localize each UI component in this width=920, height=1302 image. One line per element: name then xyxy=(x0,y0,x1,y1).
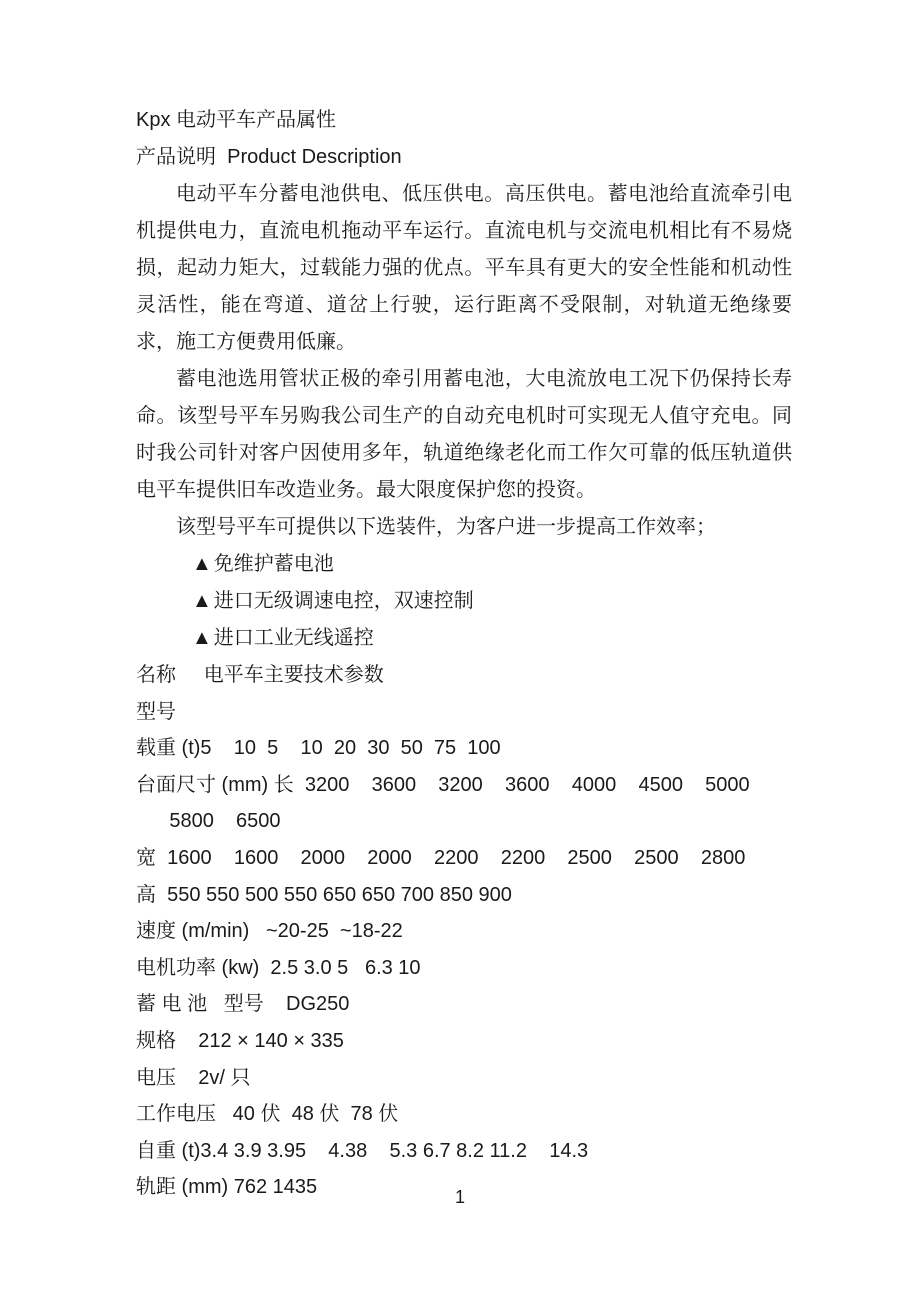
document-content xyxy=(136,102,792,1206)
doc-title: Kpx 电动平车产品属性 xyxy=(136,109,337,131)
doc-subtitle: 产品说明 Product Description xyxy=(136,146,402,168)
option-item-battery xyxy=(136,546,792,583)
triangle-bullet-icon: ▲ xyxy=(192,553,212,575)
option-label: 进口无级调速电控，双速控制 xyxy=(213,590,474,612)
spec-line-width: 宽 1600 1600 2000 2000 2200 2200 2500 2500 2800 xyxy=(136,846,746,869)
spec-line-name: 名称 电平车主要技术参数 xyxy=(136,664,384,686)
option-item-speed-control xyxy=(136,583,792,620)
option-label: 进口工业无线遥控 xyxy=(213,627,374,649)
option-label: 免维护蓄电池 xyxy=(213,553,334,575)
spec-line-model: 型号 xyxy=(136,700,176,723)
spec-line-load-capacity: 载重 (t)5 10 5 10 20 30 50 75 100 xyxy=(136,737,501,760)
paragraph-power-supply: 电动平车分蓄电池供电、低压供电。高压供电。蓄电池给直流牵引电机提供电力，直流电机拖动平车运行。直流电机与交流电机相比有不易烧损，起动力矩大，过载能力强的优点。平车具有更大的安全性能和机动性灵活性，能在弯道、道岔上行驶，运行距离不受限制，对轨道无绝缘要求，施工方便费用低廉。 xyxy=(136,183,792,353)
paragraph-battery-service: 蓄电池选用管状正极的牵引用蓄电池，大电流放电工况下仍保持长寿命。该型号平车另购我公司生产的自动充电机时可实现无人值守充电。同时我公司针对客户因使用多年，轨道绝缘老化而工作欠可靠的低压轨道供电平车提供旧车改造业务。最大限度保护您的投资。 xyxy=(136,368,792,501)
spec-line-table-length-continued: 5800 6500 xyxy=(136,810,281,833)
spec-line-height: 高 550 550 500 550 650 650 700 850 900 xyxy=(136,883,512,906)
spec-line-track-gauge: 轨距 (mm) 762 1435 xyxy=(136,1176,318,1199)
page-number: 1 xyxy=(454,1187,465,1207)
spec-line-working-voltage: 工作电压 40 伏 48 伏 78 伏 xyxy=(136,1103,399,1126)
spec-line-table-length: 台面尺寸 (mm) 长 3200 3600 3200 3600 4000 4500 5000 xyxy=(136,773,750,796)
triangle-bullet-icon: ▲ xyxy=(192,627,212,649)
option-item-remote-control xyxy=(136,620,792,657)
spec-line-cell-voltage: 电压 2v/ 只 xyxy=(136,1066,251,1089)
triangle-bullet-icon: ▲ xyxy=(192,590,212,612)
spec-line-battery-model: 蓄 电 池 型号 DG250 xyxy=(136,993,350,1016)
spec-line-speed: 速度 (m/min) ~20-25 ~18-22 xyxy=(136,920,403,943)
spec-line-motor-power: 电机功率 (kw) 2.5 3.0 5 6.3 10 xyxy=(136,956,421,979)
spec-line-self-weight: 自重 (t)3.4 3.9 3.95 4.38 5.3 6.7 8.2 11.2 14.3 xyxy=(136,1139,589,1162)
spec-line-battery-dimensions: 规格 212 × 140 × 335 xyxy=(136,1029,344,1052)
paragraph-options-intro: 该型号平车可提供以下选装件，为客户进一步提高工作效率； xyxy=(176,516,716,538)
